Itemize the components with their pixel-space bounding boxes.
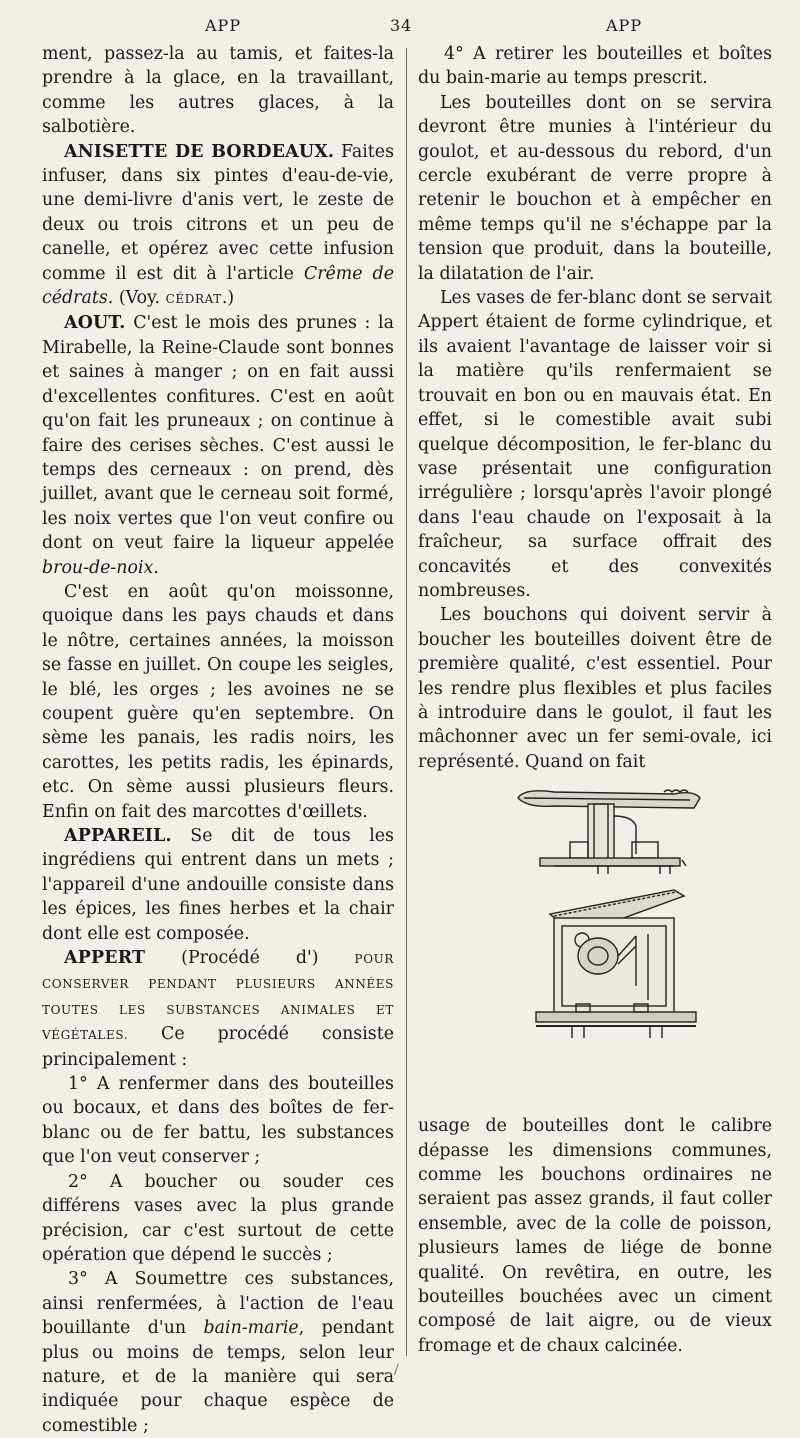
entry-appareil: APPAREIL. Se dit de tous les ingrédiens qui entrent dans un mets ; l'appareil d'une andouille consiste dans les épices, les fines herbes et la chair dont elle est composée. [42,826,394,944]
header-left: APP [205,16,242,35]
term-italic: brou-de-noix [42,557,154,578]
cork-press-figure [514,786,772,1104]
paragraph-usage: usage de bouteilles dont le calibre dépasse les dimensions communes, comme les bouchons ordinaires ne seraient pas assez grands, il faut coller ensemble, avec de la colle de poisson, plusieurs lames de liége de bonne qualité. On revêtira, en outre, les bouteilles bouchées avec un ciment composé de lait aigre, ou de vieux fromage et de chaux calcinée. [418,1116,772,1356]
see-also: CÉDRAT [165,292,222,307]
list-item-4: 4° A retirer les bouteilles et boîtes du bain-marie au temps prescrit. [418,44,772,89]
entry-aout: AOUT. C'est le mois des prunes : la Mirabelle, la Reine-Claude sont bonnes et saines à manger ; on en fait aussi d'excellentes confitures. C'est en août qu'on fait les pruneaux ; on continue à faire des cerises sèches. C'est aussi le temps des cerneaux : on prend, dès juillet, avant que le cerneau soit formé, les noix vertes que l'on veut confire ou dont on veut faire la liqueur appelée brou-de-noix. [42,313,394,578]
left-column [42,42,394,1438]
cross-reference: Crême de cédrats [42,263,394,309]
term-italic: bain-marie [203,1318,299,1339]
cork-press-illustration [514,786,714,1104]
running-head [0,8,800,44]
small-caps-subtitle: POUR CONSERVER PENDANT PLUSIEURS ANNÉES TOUTES LES SUBSTANCES ANIMALES ET VÉGÉTALES. [42,952,394,1043]
entry-term: AOUT. [64,313,126,334]
paragraph-vases: Les vases de fer-blanc dont se servait Appert étaient de forme cylindrique, et ils avaient l'avantage de laisser voir si la matière qu'ils renfermaient se trouvait en bon ou en mauvais état. En effet, si le comestible avait subi quelque décomposition, le fer-blanc du vase présentait une configuration irrégulière ; lorsqu'après l'avoir plongé dans l'eau chaude on l'exposait à la fraîcheur, sa surface offrait des concavités et des convexités nombreuses. [418,288,772,601]
paragraph-bouteilles: Les bouteilles dont on se servira devront être munies à l'intérieur du goulot, et au-dessous du rebord, d'un cercle exubérant de verre propre à retenir le bouchon et à empêcher en même temps qu'il ne s'échappe par la tension que produit, dans la bouteille, la dilatation de l'air. [418,92,772,284]
right-column [418,42,772,1358]
entry-anisette: ANISETTE DE BORDEAUX. Faites infuser, dans six pintes d'eau-de-vie, une demi-livre d'anis vert, le zeste de deux ou trois citrons et un peu de canelle, et opérez avec cette infusion comme il est dit à l'article Crême de cédrats. (Voy. CÉDRAT.) [42,141,394,309]
list-item-2: 2° A boucher ou souder ces différens vases avec la plus grande précision, car c'est surtout de cette opération que dépend le succès ; [42,1171,394,1265]
entry-term: ANISETTE DE BORDEAUX. [64,141,335,162]
paragraph-bouchons: Les bouchons qui doivent servir à boucher les bouteilles doivent être de première qualité, c'est essentiel. Pour les rendre plus flexibles et plus faciles à introduire dans le goulot, il faut les mâchonner avec un fer semi-ovale, ici représenté. Quand on fait [418,605,772,772]
stray-mark: / [394,1362,399,1378]
column-divider [406,48,407,1356]
entry-term: APPAREIL. [64,826,172,846]
page-number: 34 [390,16,413,35]
list-item-3: 3° A Soumettre ces substances, ainsi renfermées, à l'action de l'eau bouillante d'un bain-marie, pendant plus ou moins de temps, selon leur nature, et de la manière qui sera indiquée pour chaque espèce de comestible ; [42,1269,394,1436]
header-right: APP [606,16,643,35]
entry-term: APPERT [64,948,146,969]
paragraph-continuation: ment, passez-la au tamis, et faites-la prendre à la glace, en la travaillant, comme les autres glaces, à la salbotière. [42,44,394,138]
paragraph-moisson: C'est en août qu'on moissonne, quoique dans les pays chauds et dans le nôtre, certaines années, la moisson se fasse en juillet. On coupe les seigles, le blé, les orges ; les avoines ne se coupent guère qu'en septembre. On sème les panais, les radis noirs, les carottes, les petits radis, les épinards, etc. On sème aussi plusieurs fleurs. Enfin on fait des marcottes d'œillets. [42,581,394,822]
list-item-1: 1° A renfermer dans des bouteilles ou bocaux, et dans des boîtes de fer-blanc ou de fer battu, les substances que l'on veut conserver ; [42,1074,394,1168]
entry-appert: APPERT (Procédé d') POUR CONSERVER PENDANT PLUSIEURS ANNÉES TOUTES LES SUBSTANCES ANIMALES ET VÉGÉTALES. Ce procédé consiste principalement : [42,948,394,1070]
